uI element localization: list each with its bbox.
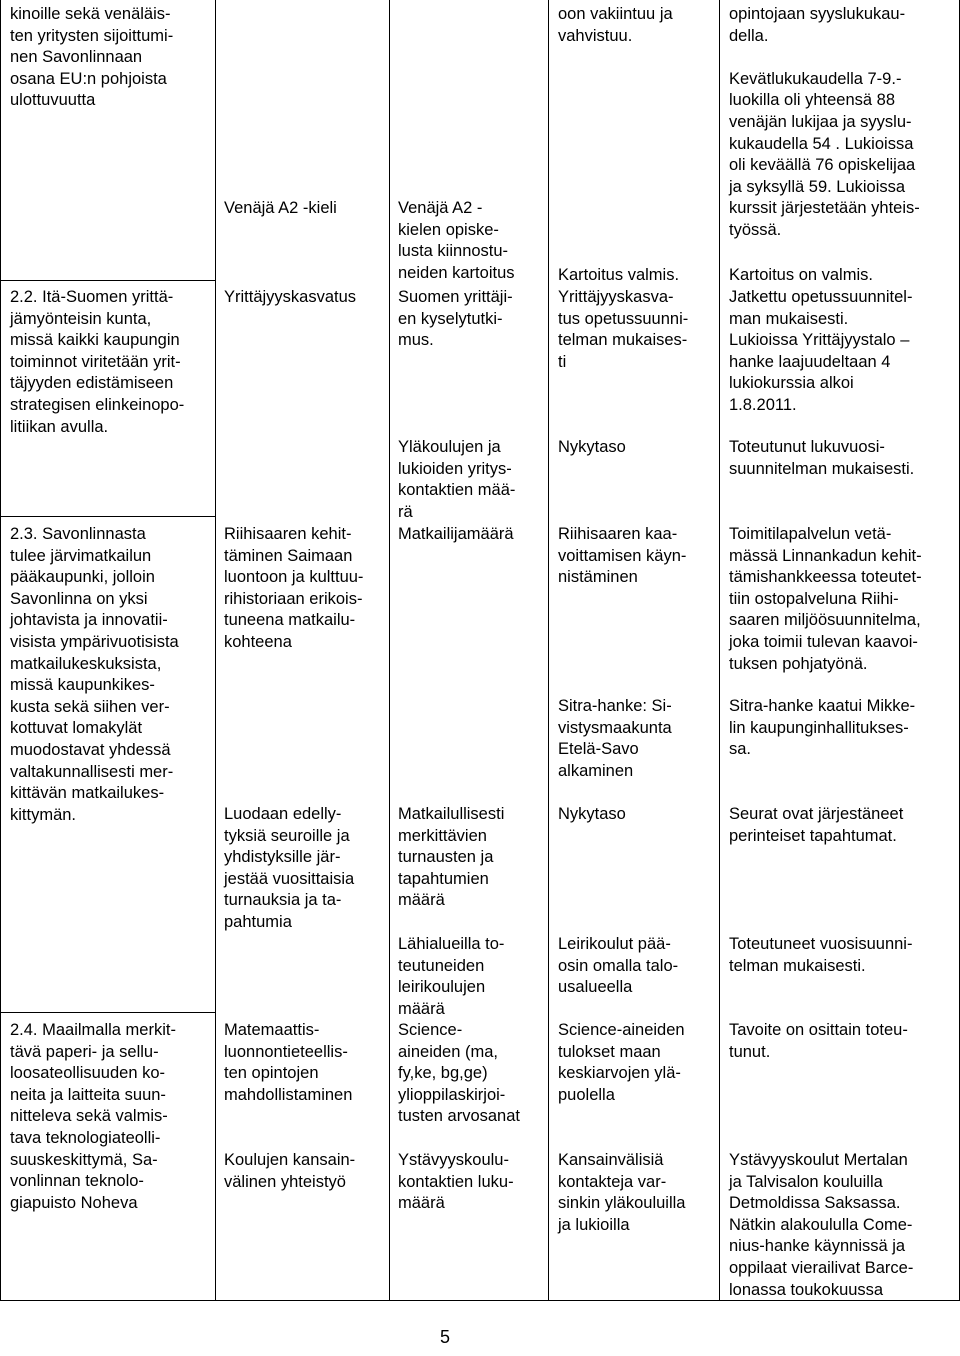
indicator-cell: Lähialueilla to- teutuneiden leirikoulujen määrä xyxy=(398,935,505,1018)
status-cell: Toimitilapalvelun vetä- mässä Linnankadun kehit- tämishankkeessa toteutet- tiin ostopalveluna Riihi- saaren miljöösuunnitelma, joka toimii tulevan kaavoi- tuksen pohjatyönä. xyxy=(729,525,922,673)
status-cell: Kartoitus on valmis. xyxy=(729,266,873,284)
row-divider xyxy=(0,280,215,281)
status-cell: Ystävyyskoulut Mertalan ja Talvisalon kouluilla Detmoldissa Saksassa. Nätkin alakoululla Come- nius-hanke käynnissä ja oppilaat vierailivat Barce- lonassa toukokuussa xyxy=(729,1151,914,1299)
status-cell: Seurat ovat järjestäneet perinteiset tapahtumat. xyxy=(729,805,904,845)
indicator-cell: Ystävyyskoulu- kontaktien luku- määrä xyxy=(398,1151,514,1213)
target-cell: Leirikoulut pää- osin omalla talo- usalueella xyxy=(558,935,679,997)
indicator-cell: Science- aineiden (ma, fy,ke, bg,ge) ylioppilaskirjoi- tusten arvosanat xyxy=(398,1021,520,1126)
column-divider xyxy=(548,0,549,1300)
action-cell: Matemaattis- luonnontieteellis- ten opintojen mahdollistaminen xyxy=(224,1021,353,1104)
indicator-cell: Yläkoulujen ja lukioiden yritys- kontaktien mää- rä xyxy=(398,438,516,521)
row-divider xyxy=(0,516,215,517)
target-cell: Kansainvälisiä kontakteja var- sinkin yläkouluilla ja lukioilla xyxy=(558,1151,686,1234)
target-cell: Science-aineiden tulokset maan keskiarvojen ylä- puolella xyxy=(558,1021,685,1104)
indicator-cell: Matkailullisesti merkittävien turnausten ja tapahtumien määrä xyxy=(398,805,505,910)
status-cell: opintojaan syyslukukau- della. Kevätlukukaudella 7-9.- luokilla oli yhteensä 88 venäjän lukijaa ja syyslu- kukaudella 54 . Lukioissa oli keväällä 76 opiskelijaa ja syksyllä 59. Lukioissa kurssit järjestetään yhteis- työssä. xyxy=(729,5,920,239)
action-cell: Luodaan edelly- tyksiä seuroille ja yhdistyksille jär- jestää vuosittaisia turnauksia ja ta- pahtumia xyxy=(224,805,355,931)
goal-cell: kinoille sekä venäläis- ten yritysten sijoittumi- nen Savonlinnaan osana EU:n pohjoista ulottuvuutta xyxy=(10,5,174,110)
goal-cell: 2.3. Savonlinnasta tulee järvimatkailun pääkaupunki, jolloin Savonlinna on yksi johtavista ja innovatii- visista ympärivuotisista matkailukeskuksista, missä kaupunkikes- kusta sekä siihen ver- kottuvat lomakylät muodostavat yhdessä valtakunnallisesti mer- kittävän matkailukes- kittymän. xyxy=(10,525,179,824)
status-cell: Toteutunut lukuvuosi- suunnitelman mukaisesti. xyxy=(729,438,915,478)
action-cell: Venäjä A2 -kieli xyxy=(224,199,337,217)
column-divider xyxy=(215,0,216,1300)
action-cell: Koulujen kansain- välinen yhteistyö xyxy=(224,1151,356,1191)
column-divider xyxy=(719,0,720,1300)
action-cell: Riihisaaren kehit- täminen Saimaan luontoon ja kulttuu- rihistoriaan erikois- tuneena matkailu- kohteena xyxy=(224,525,364,651)
status-cell: Jatkettu opetussuunnitel- man mukaisesti. Lukioissa Yrittäjyystalo – hanke laajuudeltaan 4 lukiokurssia alkoi 1.8.2011. xyxy=(729,288,913,414)
goal-cell: 2.4. Maailmalla merkit- tävä paperi- ja sellu- loosateollisuuden ko- neita ja laitteita suun- nitteleva sekä valmis- tava teknologiateolli- suuskeskittymä, Sa- vonlinnan teknolo- giapuisto Noheva xyxy=(10,1021,176,1212)
goal-cell: 2.2. Itä-Suomen yrittä- jämyönteisin kunta, missä kaikki kaupungin toiminnot viritetään yrit- täjyyden edistämiseen strategisen elinkeinopo- litiikan avulla. xyxy=(10,288,185,436)
action-cell: Yrittäjyyskasvatus xyxy=(224,288,357,306)
status-cell: Tavoite on osittain toteu- tunut. xyxy=(729,1021,908,1061)
table-border-left xyxy=(0,0,1,1300)
target-cell: Yrittäjyyskasva- tus opetussuunni- telman mukaises- ti xyxy=(558,288,689,371)
indicator-cell: Suomen yrittäji- en kyselytutki- mus. xyxy=(398,288,513,350)
target-cell: Nykytaso xyxy=(558,438,626,456)
column-divider xyxy=(389,0,390,1300)
status-cell: Toteutuneet vuosisuunni- telman mukaisesti. xyxy=(729,935,913,975)
target-cell: Kartoitus valmis. xyxy=(558,266,680,284)
indicator-cell: Venäjä A2 - kielen opiske- lusta kiinnostu- neiden kartoitus xyxy=(398,199,515,282)
indicator-cell: Matkailijamäärä xyxy=(398,525,514,543)
page-number: 5 xyxy=(440,1327,451,1347)
row-divider xyxy=(0,1012,215,1013)
target-cell: Sitra-hanke: Si- vistysmaakunta Etelä-Savo alkaminen xyxy=(558,697,672,780)
target-cell: Riihisaaren kaa- voittamisen käyn- nistäminen xyxy=(558,525,687,587)
target-cell: oon vakiintuu ja vahvistuu. xyxy=(558,5,673,45)
status-cell: Sitra-hanke kaatui Mikke- lin kaupunginhallitukses- sa. xyxy=(729,697,916,759)
target-cell: Nykytaso xyxy=(558,805,626,823)
